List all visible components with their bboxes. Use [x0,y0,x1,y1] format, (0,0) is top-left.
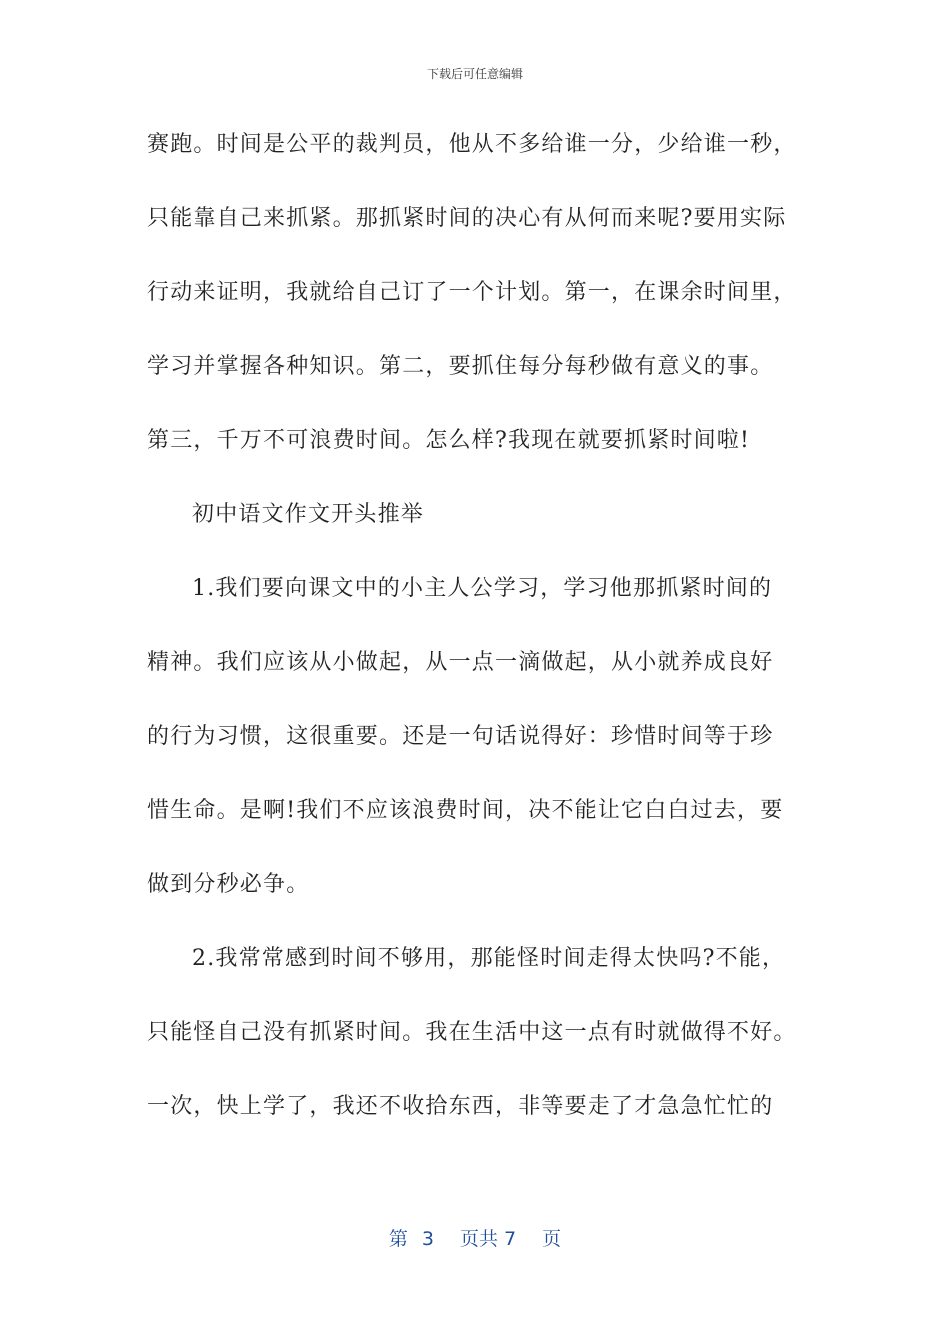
current-page-number: 3 [421,1228,434,1250]
footer-label-ye: 页 [542,1228,562,1250]
footer-label-ye-gong: 页共 [459,1228,498,1250]
text-line: 学习并掌握各种知识。第二，要抓住每分每秒做有意义的事。 [147,354,774,379]
text-line: 一次，快上学了，我还不收拾东西，非等要走了才急急忙忙的 [147,1094,774,1119]
text-line: 只能靠自己来抓紧。那抓紧时间的决心有从何而来呢?要用实际 [147,206,787,231]
text-line: 惜生命。是啊!我们不应该浪费时间，决不能让它白白过去，要 [147,798,784,823]
paragraph-start-2: 2.我常常感到时间不够用，那能怪时间走得太快吗?不能， [192,946,786,971]
text-line: 行动来证明，我就给自己订了一个计划。第一，在课余时间里， [147,280,797,305]
text-line: 精神。我们应该从小做起，从一点一滴做起，从小就养成良好 [147,650,774,675]
text-line: 只能怪自己没有抓紧时间。我在生活中这一点有时就做得不好。 [147,1020,797,1045]
text-line: 赛跑。时间是公平的裁判员，他从不多给谁一分，少给谁一秒， [147,132,797,157]
page-header-note: 下载后可任意编辑 [426,67,523,81]
document-body [147,120,807,1156]
footer-label-di: 第 [388,1228,408,1250]
page-footer [0,1226,950,1252]
paragraph-start-1: 1.我们要向课文中的小主人公学习，学习他那抓紧时间的 [192,576,773,601]
text-line: 做到分秒必争。 [147,872,310,897]
text-line: 的行为习惯，这很重要。还是一句话说得好：珍惜时间等于珍 [147,724,774,749]
total-pages-number: 7 [504,1228,517,1250]
section-heading: 初中语文作文开头推举 [192,502,425,527]
text-line: 第三，千万不可浪费时间。怎么样?我现在就要抓紧时间啦! [147,428,751,453]
